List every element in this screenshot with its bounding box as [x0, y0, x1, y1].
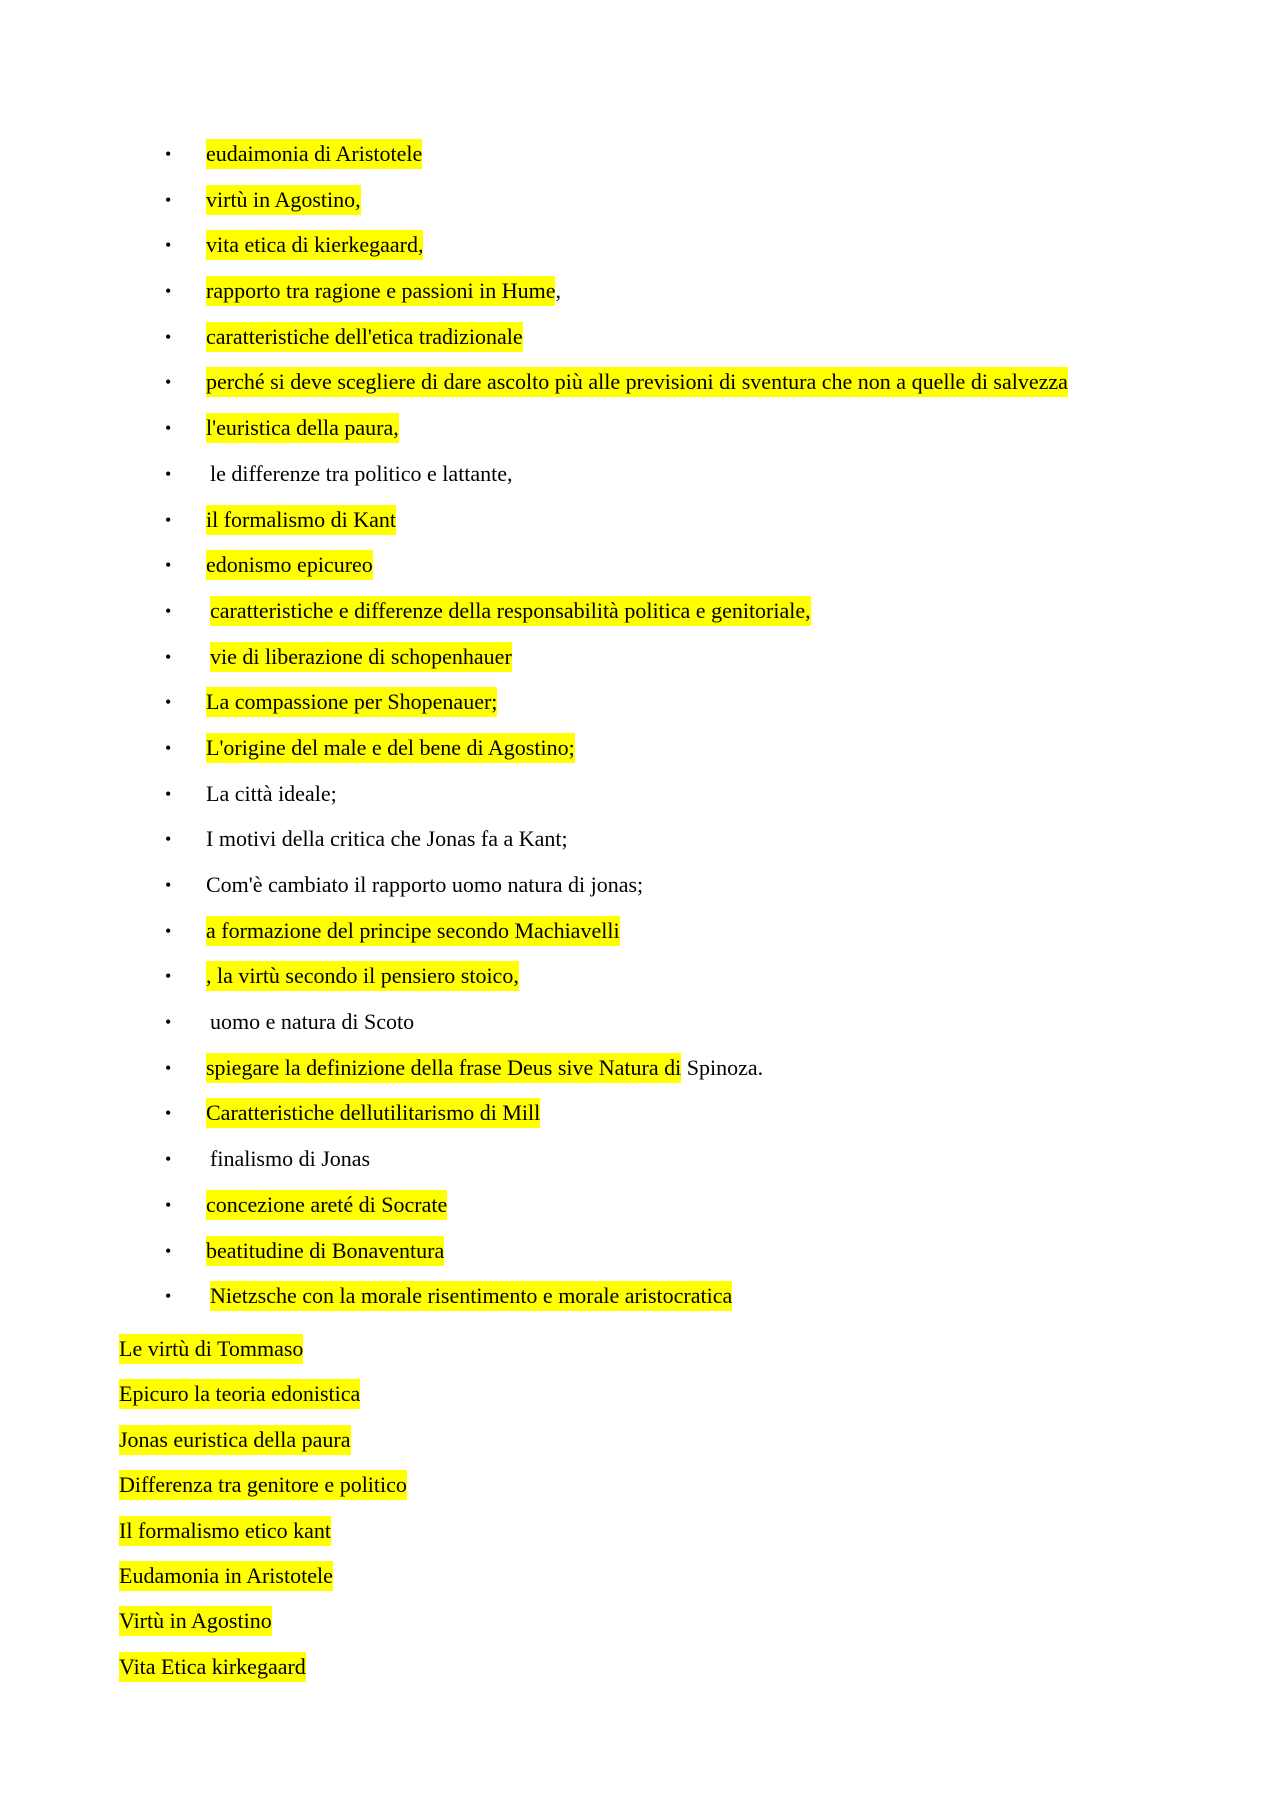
list-item-text: I motivi della critica che Jonas fa a Kant; [206, 826, 568, 852]
list-item-text: beatitudine di Bonaventura [206, 1239, 444, 1263]
bullet-icon: • [165, 1149, 172, 1170]
list-item-text: uomo e natura di Scoto [210, 1009, 415, 1035]
list-item-text: le differenze tra politico e lattante, [210, 460, 513, 486]
bullet-icon: • [165, 1057, 172, 1078]
list-item [119, 1337, 407, 1382]
bullet-icon: • [165, 189, 172, 210]
bullet-icon: • [165, 463, 172, 484]
bullet-icon: • [165, 1012, 172, 1033]
list-item-text: vita etica di kierkegaard, [206, 233, 423, 257]
list-item [119, 1428, 407, 1473]
list-item-text: Il formalismo etico kant [119, 1516, 331, 1546]
bullet-icon: • [165, 692, 172, 713]
list-item-text: La compassione per Shopenauer; [206, 690, 497, 714]
list-item-text: Vita Etica kirkegaard [119, 1652, 306, 1682]
list-item-text: caratteristiche dell'etica tradizionale [206, 325, 523, 349]
bullet-icon: • [165, 1240, 172, 1261]
list-item-text: Differenza tra genitore e politico [119, 1470, 407, 1500]
list-item [119, 1655, 407, 1700]
list-item-text: Nietzsche con la morale risentimento e morale aristocratica [210, 1284, 732, 1308]
list-item-text: rapporto tra ragione e passioni in Hume, [206, 279, 561, 303]
bullet-icon: • [165, 875, 172, 895]
bullet-icon: • [165, 326, 172, 347]
bullet-icon: • [165, 555, 172, 576]
bullet-icon: • [165, 1103, 172, 1124]
plain-list [119, 1337, 407, 1700]
list-item-text: , la virtù secondo il pensiero stoico, [206, 964, 519, 988]
bullet-icon: • [165, 829, 172, 850]
list-item-text: a formazione del principe secondo Machiavelli [206, 919, 620, 943]
list-item-text: vie di liberazione di schopenhauer [210, 645, 512, 669]
list-item-text: L'origine del male e del bene di Agostino; [206, 736, 575, 760]
list-item-text: finalismo di Jonas [210, 1146, 371, 1172]
list-item-text: perché si deve scegliere di dare ascolto più alle previsioni di sventura che non a quelle di salvezza [206, 370, 1068, 394]
bullet-icon: • [165, 281, 172, 302]
list-item-text: edonismo epicureo [206, 553, 373, 577]
bullet-icon: • [165, 372, 172, 393]
list-item-text: Le virtù di Tommaso [119, 1334, 303, 1364]
bullet-icon: • [165, 1286, 172, 1307]
list-item-text: virtù in Agostino, [206, 188, 361, 212]
list-item-text: Jonas euristica della paura [119, 1425, 351, 1455]
list-item [119, 1564, 407, 1609]
bullet-icon: • [165, 1194, 172, 1215]
list-item [119, 1519, 407, 1564]
bullet-icon: • [165, 235, 172, 256]
bullet-icon: • [165, 966, 172, 987]
list-item-text: spiegare la definizione della frase Deus sive Natura di Spinoza. [206, 1056, 763, 1080]
list-item-text: caratteristiche e differenze della responsabilità politica e genitoriale, [210, 599, 811, 623]
bullet-icon: • [165, 920, 172, 941]
bullet-icon: • [165, 600, 172, 621]
bullet-icon: • [165, 509, 172, 530]
list-item [119, 1473, 407, 1518]
list-item-text: Eudamonia in Aristotele [119, 1561, 333, 1591]
bullet-icon: • [165, 144, 172, 164]
bullet-icon: • [165, 737, 172, 758]
bullet-icon: • [165, 646, 172, 667]
list-item-text: eudaimonia di Aristotele [206, 142, 422, 166]
list-item-text: Virtù in Agostino [119, 1606, 272, 1636]
list-item-text: La città ideale; [206, 780, 337, 806]
list-item-text: Com'è cambiato il rapporto uomo natura di jonas; [206, 872, 644, 897]
bullet-icon: • [165, 418, 172, 439]
list-item-text: il formalismo di Kant [206, 508, 396, 532]
list-item-text: Epicuro la teoria edonistica [119, 1379, 360, 1409]
list-item-text: l'euristica della paura, [206, 416, 399, 440]
list-item [119, 1382, 407, 1427]
list-item [119, 1609, 407, 1654]
bullet-icon: • [165, 783, 172, 804]
list-item-text: Caratteristiche dellutilitarismo di Mill [206, 1101, 540, 1125]
list-item-text: concezione areté di Socrate [206, 1193, 447, 1217]
